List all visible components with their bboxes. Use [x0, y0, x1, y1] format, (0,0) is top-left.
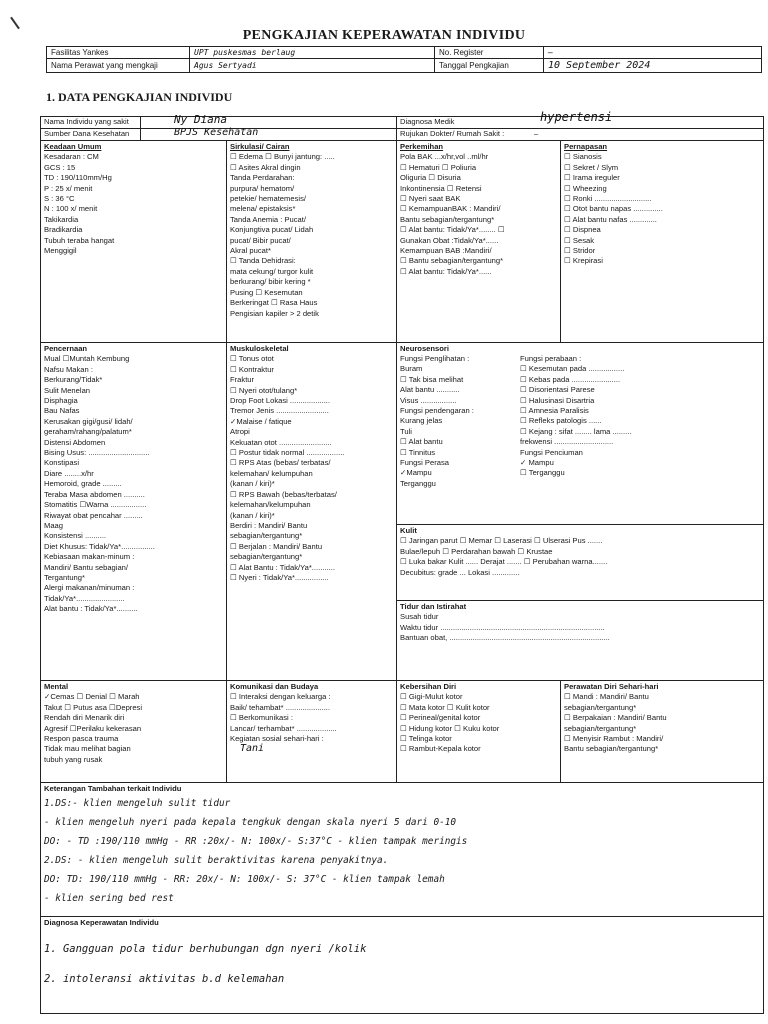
- pernapasan-section: [560, 140, 764, 342]
- form-line: Berdiri : Mandiri/ Bantu: [230, 520, 308, 530]
- kulit-heading: Kulit: [400, 526, 417, 535]
- keadaan-umum-lines: [44, 152, 222, 256]
- form-line: ☐ Menyisir Rambut : Mandiri/: [564, 734, 664, 744]
- form-line: ☐ Luka bakar Kulit ...... Derajat ....... ☐ Perubahan warna.......: [400, 557, 608, 567]
- form-line: Bradikardia: [44, 225, 83, 235]
- mental-lines: [44, 692, 222, 765]
- diagnosa-medik-label: Diagnosa Medik: [400, 117, 455, 126]
- perawatan-lines: [564, 692, 760, 754]
- form-line: ☐ Stridor: [564, 246, 596, 256]
- tidur-heading: Tidur dan Istirahat: [400, 602, 467, 611]
- perawatan-heading: Perawatan Diri Sehari-hari: [564, 682, 659, 691]
- fasilitas-value: UPT puskesmas berlaug: [190, 47, 435, 59]
- form-line: ☐ Refleks patologis ......: [520, 416, 602, 426]
- form-line: purpura/ hematom/: [230, 183, 295, 193]
- tanggal-value: 10 September 2024: [544, 59, 762, 73]
- form-line: Waktu tidur ..............................................................................: [400, 622, 605, 632]
- kulit-lines: [400, 536, 760, 578]
- form-line: ☐ Nyeri saat BAK: [400, 194, 461, 204]
- form-line: ☐ Berkomunikasi :: [230, 713, 293, 723]
- form-line: ☐ RPS Atas (bebas/ terbatas/: [230, 458, 331, 468]
- form-line: Tubuh teraba hangat: [44, 235, 115, 245]
- form-line: ✓Cemas ☐ Denial ☐ Marah: [44, 692, 140, 702]
- form-line: (kanan / kiri)*: [230, 510, 275, 520]
- form-line: geraham/rahang/palatum*: [44, 427, 132, 437]
- form-line: ☐ Alat bantu: Tidak/Ya*......: [400, 266, 492, 276]
- sirkulasi-lines: [230, 152, 392, 319]
- form-line: ☐ Bantu sebagian/tergantung*: [400, 256, 504, 266]
- form-title: PENGKAJIAN KEPERAWATAN INDIVIDU: [242, 28, 526, 43]
- form-line: ☐ Telinga kotor: [400, 734, 452, 744]
- keadaan-umum-heading: Keadaan Umum: [44, 142, 102, 151]
- form-line: ☐ Otot bantu napas ..............: [564, 204, 663, 214]
- form-line: sebagian/tergantung*: [230, 531, 303, 541]
- form-line: kelemahan/ kelumpuhan: [230, 468, 313, 478]
- form-line: Gunakan Obat :Tidak/Ya*......: [400, 235, 499, 245]
- form-line: Bau Nafas: [44, 406, 80, 416]
- perawat-value: Agus Sertyadi: [190, 59, 435, 73]
- form-line: Rendah diri Menarik diri: [44, 713, 125, 723]
- form-line: Terganggu: [400, 478, 436, 488]
- form-line: Inkontinensia ☐ Retensi: [400, 183, 482, 193]
- form-line: kelemahan/kelumpuhan: [230, 500, 311, 510]
- form-line: Agresif ☐Perilaku kekerasan: [44, 723, 142, 733]
- section-title: 1. DATA PENGKAJIAN INDIVIDU: [46, 90, 233, 104]
- form-line: 2. intoleransi aktivitas b.d kelemahan: [44, 973, 285, 986]
- neurosensori-left: [400, 354, 520, 489]
- register-label: No. Register: [435, 47, 544, 59]
- form-line: tubuh yang rusak: [44, 754, 103, 764]
- register-value: –: [544, 47, 762, 59]
- form-line: ☐ KemampuanBAK : Mandiri/: [400, 204, 501, 214]
- form-line: ☐ Alat bantu: [400, 437, 443, 447]
- form-line: ☐ Gigi-Mulut kotor: [400, 692, 463, 702]
- perawatan-section: [560, 680, 764, 782]
- komunikasi-lines: [230, 692, 392, 744]
- muskuloskeletal-heading: Muskuloskeletal: [230, 344, 289, 353]
- pencernaan-heading: Pencernaan: [44, 344, 88, 353]
- form-line: Drop Foot Lokasi ...................: [230, 396, 331, 406]
- form-line: Susah tidur: [400, 612, 439, 622]
- form-line: ☐ Tinnitus: [400, 447, 436, 457]
- form-line: Buram: [400, 364, 423, 374]
- form-line: Menggigil: [44, 246, 77, 256]
- perkemihan-heading: Perkemihan: [400, 142, 444, 151]
- form-line: ☐ Amnesia Paralisis: [520, 406, 589, 416]
- form-line: - klien mengeluh nyeri pada kepala tengkuk dengan skala nyeri 5 dari 0-10: [44, 817, 457, 829]
- sumber-value: BPJS Kesehatan: [174, 127, 259, 138]
- form-line: ☐ Interaksi dengan keluarga :: [230, 692, 331, 702]
- form-line: pucat/ Bibir pucat/: [230, 235, 291, 245]
- sirkulasi-heading: Sirkulasi/ Cairan: [230, 142, 290, 151]
- form-line: Disphagia: [44, 396, 78, 406]
- form-line: Stomatitis ☐Warna .................: [44, 500, 147, 510]
- form-line: ☐ Disorientasi Parese: [520, 385, 595, 395]
- form-line: ☐ Krepirasi: [564, 256, 603, 266]
- form-line: Konjungtiva pucat/ Lidah: [230, 225, 314, 235]
- form-line: Tidak/Ya*.......................: [44, 593, 125, 603]
- form-line: Akral pucat*: [230, 246, 271, 256]
- mental-section: [40, 680, 226, 782]
- form-line: ☐ Berpakaian : Mandiri/ Bantu: [564, 713, 667, 723]
- form-line: Distensi Abdomen: [44, 437, 106, 447]
- form-line: Kerusakan gigi/gusi/ lidah/: [44, 416, 133, 426]
- fasilitas-label: Fasilitas Yankes: [47, 47, 190, 59]
- form-line: Kurang jelas: [400, 416, 443, 426]
- form-line: ✓Malaise / fatique: [230, 416, 292, 426]
- form-line: Atropi: [230, 427, 250, 437]
- keterangan-heading: Keterangan Tambahan terkait Individu: [44, 784, 182, 793]
- form-line: Maag: [44, 520, 63, 530]
- form-line: N : 100 x/ menit: [44, 204, 98, 214]
- form-line: DO: TD: 190/110 mmHg - RR: 20x/- N: 100x/- S: 37°C - klien tampak lemah: [44, 874, 445, 886]
- sirkulasi-section: [226, 140, 396, 342]
- form-line: ☐ Dispnea: [564, 225, 601, 235]
- form-line: Fungsi Penciuman: [520, 447, 583, 457]
- form-line: Berkeringat ☐ Rasa Haus: [230, 298, 318, 308]
- form-line: Alergi makanan/minuman :: [44, 583, 135, 593]
- diagnosa-keperawatan-section: [40, 916, 764, 1014]
- form-line: Konsistensi ..........: [44, 531, 107, 541]
- form-line: ☐ Kesemutan pada .................: [520, 364, 625, 374]
- form-line: Bantu sebagian/tergantung*: [400, 214, 495, 224]
- keterangan-lines: [44, 794, 760, 908]
- form-line: 1. Gangguan pola tidur berhubungan dgn nyeri /kolik: [44, 943, 367, 956]
- mental-heading: Mental: [44, 682, 69, 691]
- muskuloskeletal-lines: [230, 354, 392, 583]
- nama-value: Ny Diana: [174, 113, 227, 126]
- form-line: Bantuan obat, ............................................................................: [400, 633, 610, 643]
- form-line: sebagian/tergantung*: [230, 552, 303, 562]
- form-line: Mandiri/ Bantu sebagian/: [44, 562, 129, 572]
- form-line: ☐ Irama ireguler: [564, 173, 620, 183]
- form-line: Tanda Perdarahan:: [230, 173, 295, 183]
- form-line: Kemampuan BAB :Mandiri/: [400, 246, 492, 256]
- pencernaan-section: [40, 342, 226, 680]
- form-line: ☐ Asites Akral dingin: [230, 162, 301, 172]
- diagnosa-keperawatan-heading: Diagnosa Keperawatan Individu: [44, 918, 159, 927]
- form-line: Diare ........x/hr: [44, 468, 94, 478]
- keadaan-umum-section: [40, 140, 226, 340]
- form-line: ✓ Mampu: [520, 458, 554, 468]
- nama-label: Nama Individu yang sakit: [44, 117, 129, 126]
- kebersihan-heading: Kebersihan Diri: [400, 682, 457, 691]
- form-line: Respon pasca trauma: [44, 734, 119, 744]
- perkemihan-section: [396, 140, 560, 342]
- sumber-label: Sumber Dana Kesehatan: [44, 129, 130, 138]
- form-line: Tremor Jenis .........................: [230, 406, 329, 416]
- form-line: Oliguria ☐ Disuria: [400, 173, 461, 183]
- form-line: Hemoroid, grade .........: [44, 479, 122, 489]
- form-line: ☐ Edema ☐ Bunyi jantung: .....: [230, 152, 335, 162]
- form-line: Berkurang/Tidak*: [44, 375, 103, 385]
- form-line: ☐ Alat bantu: Tidak/Ya*........ ☐: [400, 225, 505, 235]
- rujukan-value: –: [534, 129, 539, 138]
- form-line: ☐ Hematuri ☐ Poliuria: [400, 162, 477, 172]
- form-line: Teraba Masa abdomen ..........: [44, 489, 145, 499]
- form-line: Alat bantu ...........: [400, 385, 460, 395]
- form-line: ☐ Kejang : sifat ........ lama .........: [520, 426, 632, 436]
- form-line: ☐ Halusinasi Disartria: [520, 395, 595, 405]
- form-line: Kekuatan otot .........................: [230, 437, 332, 447]
- form-line: ☐ Sianosis: [564, 152, 602, 162]
- form-line: ☐ Rambut-Kepala kotor: [400, 744, 481, 754]
- form-line: Pola BAK ...x/hr,vol ..ml/hr: [400, 152, 489, 162]
- form-line: ☐ Alat Bantu : Tidak/Ya*...........: [230, 562, 336, 572]
- form-line: Tuli: [400, 426, 412, 436]
- neurosensori-right: [520, 354, 760, 479]
- form-line: ☐ Kebas pada .......................: [520, 374, 621, 384]
- rujukan-label: Rujukan Dokter/ Rumah Sakit :: [400, 129, 505, 138]
- form-line: frekwensi ............................: [520, 437, 614, 447]
- form-line: Bising Usus: .............................: [44, 448, 150, 458]
- form-line: TD : 190/110mm/Hg: [44, 173, 112, 183]
- tanggal-label: Tanggal Pengkajian: [435, 59, 544, 73]
- form-line: Baik/ tehambat* .....................: [230, 702, 331, 712]
- form-line: ☐ Hidung kotor ☐ Kuku kotor: [400, 723, 500, 733]
- form-line: Sulit Menelan: [44, 385, 91, 395]
- diagnosa-medik-value: hypertensi: [540, 110, 613, 124]
- form-line: Fungsi Penglihatan :: [400, 354, 470, 363]
- form-line: Fraktur: [230, 375, 255, 385]
- form-line: ✓Mampu: [400, 468, 432, 478]
- tidur-section: [396, 600, 764, 680]
- form-line: Pusing ☐ Kesemutan: [230, 287, 303, 297]
- form-line: DO: - TD :190/110 mmHg - RR :20x/- N: 100x/- S:37°C - klien tampak meringis: [44, 836, 468, 848]
- komunikasi-section: [226, 680, 396, 782]
- neurosensori-heading: Neurosensori: [400, 344, 449, 353]
- form-line: ☐ Terganggu: [520, 468, 565, 478]
- form-line: 1.DS:- klien mengeluh sulit tidur: [44, 798, 231, 810]
- form-line: ☐ Tak bisa melihat: [400, 374, 464, 384]
- form-line: ☐ Tanda Dehidrasi:: [230, 256, 296, 266]
- pernapasan-heading: Pernapasan: [564, 142, 608, 151]
- keterangan-section: [40, 782, 764, 916]
- kebersihan-section: [396, 680, 560, 782]
- form-line: Pengisian kapiler > 2 detik: [230, 308, 319, 318]
- tidur-lines: [400, 612, 760, 643]
- header-table: [46, 46, 762, 73]
- form-line: - klien sering bed rest: [44, 893, 174, 905]
- form-line: melena/ epistaksis*: [230, 204, 296, 214]
- form-line: petekie/ hematemesis/: [230, 194, 306, 204]
- form-line: ☐ Mandi : Mandiri/ Bantu: [564, 692, 649, 702]
- form-line: sebagian/tergantung*: [564, 723, 637, 733]
- form-line: Kesadaran : CM: [44, 152, 99, 162]
- pernapasan-lines: [564, 152, 760, 266]
- kulit-section: [396, 524, 764, 600]
- form-line: berkurang/ bibir kering *: [230, 277, 311, 287]
- form-line: ☐ Perineal/genital kotor: [400, 713, 481, 723]
- form-line: Kegiatan sosial sehari-hari :: [230, 734, 324, 744]
- pencernaan-lines: [44, 354, 222, 614]
- divider: [140, 116, 141, 140]
- form-line: Mual ☐Muntah Kembung: [44, 354, 130, 364]
- form-line: Tergantung*: [44, 572, 85, 582]
- diagnosa-keperawatan-lines: [44, 928, 760, 994]
- form-line: ☐ Wheezing: [564, 183, 607, 193]
- muskuloskeletal-section: [226, 342, 396, 680]
- form-line: ☐ Nyeri : Tidak/Ya*................: [230, 572, 329, 582]
- form-line: mata cekung/ turgor kulit: [230, 266, 314, 276]
- form-line: ☐ Kontraktur: [230, 364, 274, 374]
- form-line: sebagian/tergantung*: [564, 702, 637, 712]
- form-line: Diet Khusus: Tidak/Ya*................: [44, 541, 155, 551]
- form-line: Fungsi perabaan :: [520, 354, 582, 363]
- form-line: P : 25 x/ menit: [44, 183, 93, 193]
- form-line: ☐ Mata kotor ☐ Kulit kotor: [400, 702, 490, 712]
- form-line: GCS : 15: [44, 162, 76, 172]
- form-line: ☐ Postur tidak normal ..................: [230, 448, 345, 458]
- kebersihan-lines: [400, 692, 556, 754]
- form-line: ☐ Ronki ...........................: [564, 194, 652, 204]
- form-line: Fungsi Perasa: [400, 458, 449, 468]
- form-line: ☐ Jaringan parut ☐ Memar ☐ Laserasi ☐ Ulserasi Pus .......: [400, 536, 603, 546]
- form-line: Visus .................: [400, 395, 457, 405]
- form-line: ☐ Alat bantu nafas .............: [564, 214, 657, 224]
- form-line: ☐ Sesak: [564, 235, 595, 245]
- form-line: Fungsi pendengaran :: [400, 406, 474, 416]
- form-line: 2.DS: - klien mengeluh sulit beraktivitas karena penyakitnya.: [44, 855, 389, 867]
- perawat-label: Nama Perawat yang mengkaji: [47, 59, 190, 73]
- form-line: Alat bantu : Tidak/Ya*..........: [44, 604, 138, 614]
- form-line: Tanda Anemia : Pucat/: [230, 214, 306, 224]
- form-line: ☐ RPS Bawah (bebas/terbatas/: [230, 489, 337, 499]
- form-line: Lancar/ terhambat* ...................: [230, 723, 337, 733]
- form-line: Tidak mau melihat bagian: [44, 744, 131, 754]
- form-line: ☐ Berjalan : Mandiri/ Bantu: [230, 541, 323, 551]
- form-line: ☐ Tonus otot: [230, 354, 274, 364]
- form-line: Bantu sebagian/tergantung*: [564, 744, 659, 754]
- form-line: Nafsu Makan :: [44, 364, 93, 374]
- form-line: Takikardia: [44, 214, 79, 224]
- perkemihan-lines: [400, 152, 556, 277]
- form-line: Konstipasi: [44, 458, 80, 468]
- neurosensori-section: [396, 342, 764, 524]
- form-line: ☐ Sekret / Slym: [564, 162, 619, 172]
- form-line: S : 36 °C: [44, 194, 75, 204]
- form-line: Bulae/lepuh ☐ Perdarahan bawah ☐ Krustae: [400, 546, 553, 556]
- form-line: Kebiasaan makan-minum :: [44, 552, 135, 562]
- form-line: Riwayat obat pencahar .........: [44, 510, 143, 520]
- form-line: Takut ☐ Putus asa ☐Depresi: [44, 702, 143, 712]
- form-line: (kanan / kiri)*: [230, 479, 275, 489]
- komunikasi-heading: Komunikasi dan Budaya: [230, 682, 319, 691]
- form-line: Decubitus: grade ... Lokasi .............: [400, 567, 520, 577]
- kegiatan-value: Tani: [240, 743, 265, 755]
- form-line: ☐ Nyeri otot/tulang*: [230, 385, 298, 395]
